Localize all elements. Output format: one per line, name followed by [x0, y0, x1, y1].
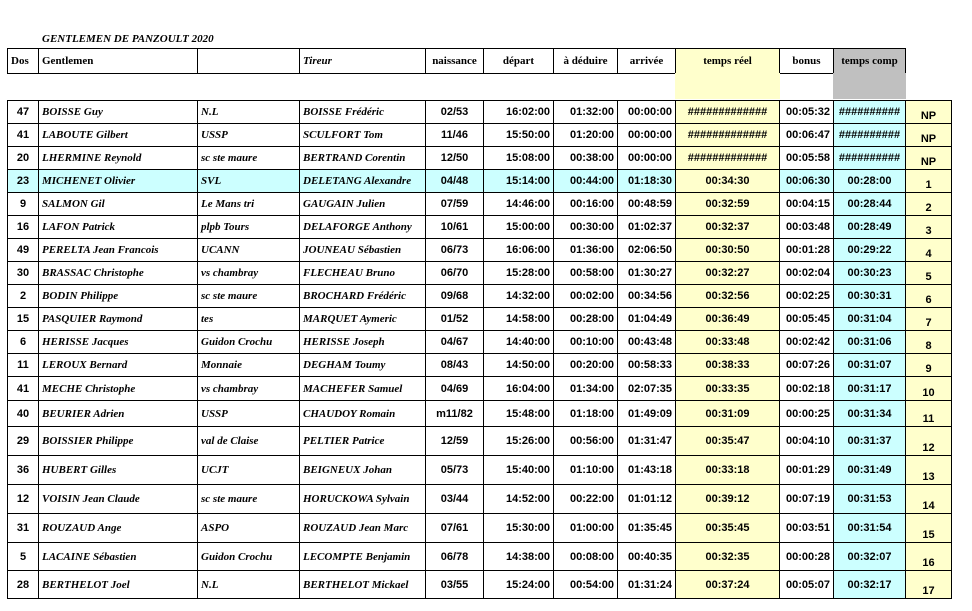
- temps-comp-cell: 00:31:37: [833, 426, 906, 456]
- dos-cell: 11: [7, 353, 39, 377]
- temps-comp-cell: 00:32:07: [833, 542, 906, 571]
- temps-comp-cell: ##########: [833, 146, 906, 170]
- depart-cell: 14:52:00: [483, 484, 554, 514]
- temps-comp-cell: 00:30:31: [833, 284, 906, 308]
- temps-comp-cell: 00:28:44: [833, 192, 906, 216]
- depart-cell: 15:50:00: [483, 123, 554, 147]
- depart-cell: 16:02:00: [483, 100, 554, 124]
- rank-cell: 9: [905, 353, 952, 377]
- tireur-name: JOUNEAU Sébastien: [299, 238, 426, 262]
- gentleman-name: LHERMINE Reynold: [38, 146, 198, 170]
- rank-cell: 10: [905, 376, 952, 401]
- temps-comp-header: temps comp: [833, 48, 906, 74]
- club-name: sc ste maure: [197, 284, 300, 308]
- temps-reel-cell: #############: [675, 123, 780, 147]
- temps-reel-cell: #############: [675, 100, 780, 124]
- gentleman-name: LABOUTE Gilbert: [38, 123, 198, 147]
- temps-comp-cell: 00:31:53: [833, 484, 906, 514]
- temps-reel-cell: 00:38:33: [675, 353, 780, 377]
- bonus-cell: 00:04:15: [779, 192, 834, 216]
- dos-cell: 31: [7, 513, 39, 543]
- rank-cell: 4: [905, 238, 952, 262]
- naissance-cell: 06/73: [425, 238, 484, 262]
- gentleman-name: BODIN Philippe: [38, 284, 198, 308]
- sheet-title: GENTLEMEN DE PANZOULT 2020: [42, 33, 214, 45]
- tireur-name: DELAFORGE Anthony: [299, 215, 426, 239]
- temps-comp-cell: 00:32:17: [833, 570, 906, 599]
- naissance-cell: 07/59: [425, 192, 484, 216]
- deduire-cell: 00:28:00: [553, 307, 618, 331]
- rank-cell: NP: [905, 100, 952, 124]
- tireur-name: BROCHARD Frédéric: [299, 284, 426, 308]
- arrivee-cell: 00:40:35: [617, 542, 676, 571]
- bonus-cell: 00:07:26: [779, 353, 834, 377]
- arrivee-cell: 01:02:37: [617, 215, 676, 239]
- bonus-cell: 00:02:42: [779, 330, 834, 354]
- temps-reel-cell: 00:32:59: [675, 192, 780, 216]
- arrivee-cell: 01:35:45: [617, 513, 676, 543]
- dos-cell: 41: [7, 376, 39, 401]
- rank-cell: 17: [905, 570, 952, 599]
- dos-cell: 49: [7, 238, 39, 262]
- bonus-cell: 00:05:07: [779, 570, 834, 599]
- tireur-name: HORUCKOWA Sylvain: [299, 484, 426, 514]
- dos-cell: 12: [7, 484, 39, 514]
- temps-reel-cell: 00:33:48: [675, 330, 780, 354]
- bonus-cell: 00:01:29: [779, 455, 834, 485]
- gentleman-name: LACAINE Sébastien: [38, 542, 198, 571]
- naissance-cell: 06/70: [425, 261, 484, 285]
- dos-cell: 15: [7, 307, 39, 331]
- deduire-cell: 01:32:00: [553, 100, 618, 124]
- dos-header: Dos: [7, 48, 39, 74]
- temps-comp-cell: 00:30:23: [833, 261, 906, 285]
- dos-cell: 29: [7, 426, 39, 456]
- depart-cell: 15:24:00: [483, 570, 554, 599]
- gentleman-name: BERTHELOT Joel: [38, 570, 198, 599]
- bonus-cell: 00:07:19: [779, 484, 834, 514]
- deduire-cell: 00:16:00: [553, 192, 618, 216]
- deduire-cell: 00:44:00: [553, 169, 618, 193]
- naissance-cell: 04/69: [425, 376, 484, 401]
- arrivee-cell: 01:01:12: [617, 484, 676, 514]
- club-name: USSP: [197, 400, 300, 427]
- club-name: SVL: [197, 169, 300, 193]
- gentleman-name: BRASSAC Christophe: [38, 261, 198, 285]
- naissance-cell: 12/50: [425, 146, 484, 170]
- deduire-cell: 00:20:00: [553, 353, 618, 377]
- depart-cell: 14:40:00: [483, 330, 554, 354]
- temps-comp-cell: 00:31:54: [833, 513, 906, 543]
- depart-cell: 15:08:00: [483, 146, 554, 170]
- bonus-cell: 00:03:51: [779, 513, 834, 543]
- temps-reel-cell: #############: [675, 146, 780, 170]
- deduire-cell: 01:10:00: [553, 455, 618, 485]
- arrivee-cell: 00:48:59: [617, 192, 676, 216]
- naissance-header: naissance: [425, 48, 484, 74]
- club-name: vs chambray: [197, 376, 300, 401]
- club-name: ASPO: [197, 513, 300, 543]
- temps-reel-cell: 00:39:12: [675, 484, 780, 514]
- tireur-name: BEIGNEUX Johan: [299, 455, 426, 485]
- rank-cell: 7: [905, 307, 952, 331]
- arrivee-header: arrivée: [617, 48, 676, 74]
- temps-comp-cell: 00:31:49: [833, 455, 906, 485]
- bonus-header: bonus: [779, 48, 834, 74]
- temps-reel-cell: 00:33:35: [675, 376, 780, 401]
- gentleman-name: PASQUIER Raymond: [38, 307, 198, 331]
- rank-cell: 16: [905, 542, 952, 571]
- tireur-header: Tireur: [299, 48, 426, 74]
- rank-cell: 11: [905, 400, 952, 427]
- temps-reel-cell: 00:35:45: [675, 513, 780, 543]
- deduire-cell: 01:34:00: [553, 376, 618, 401]
- deduire-cell: 00:56:00: [553, 426, 618, 456]
- arrivee-cell: 02:06:50: [617, 238, 676, 262]
- temps-reel-cell: 00:36:49: [675, 307, 780, 331]
- dos-cell: 20: [7, 146, 39, 170]
- tireur-name: MACHEFER Samuel: [299, 376, 426, 401]
- gentleman-name: VOISIN Jean Claude: [38, 484, 198, 514]
- club-name: Monnaie: [197, 353, 300, 377]
- gentleman-name: LEROUX Bernard: [38, 353, 198, 377]
- deduire-cell: 00:08:00: [553, 542, 618, 571]
- deduire-cell: 00:02:00: [553, 284, 618, 308]
- arrivee-cell: 00:58:33: [617, 353, 676, 377]
- rank-cell: 14: [905, 484, 952, 514]
- tireur-name: BOISSE Frédéric: [299, 100, 426, 124]
- temps-reel-cell: 00:32:56: [675, 284, 780, 308]
- dos-cell: 9: [7, 192, 39, 216]
- deduire-cell: 00:58:00: [553, 261, 618, 285]
- depart-cell: 16:06:00: [483, 238, 554, 262]
- gentlemen-header: Gentlemen: [38, 48, 198, 74]
- temps-reel-cell: 00:30:50: [675, 238, 780, 262]
- temps-reel-cell: 00:37:24: [675, 570, 780, 599]
- temps-comp-cell: 00:31:04: [833, 307, 906, 331]
- dos-cell: 28: [7, 570, 39, 599]
- dos-cell: 30: [7, 261, 39, 285]
- bonus-cell: 00:02:25: [779, 284, 834, 308]
- dos-cell: 6: [7, 330, 39, 354]
- temps-reel-cell: 00:32:37: [675, 215, 780, 239]
- dos-cell: 2: [7, 284, 39, 308]
- club-name: USSP: [197, 123, 300, 147]
- club-header: [197, 48, 300, 74]
- deduire-cell: 01:18:00: [553, 400, 618, 427]
- tireur-name: DELETANG Alexandre: [299, 169, 426, 193]
- naissance-cell: 10/61: [425, 215, 484, 239]
- naissance-cell: 08/43: [425, 353, 484, 377]
- club-name: val de Claise: [197, 426, 300, 456]
- depart-cell: 14:38:00: [483, 542, 554, 571]
- dos-cell: 41: [7, 123, 39, 147]
- rank-cell: 6: [905, 284, 952, 308]
- arrivee-cell: 01:43:18: [617, 455, 676, 485]
- tireur-name: BERTRAND Corentin: [299, 146, 426, 170]
- gentleman-name: BEURIER Adrien: [38, 400, 198, 427]
- tireur-name: CHAUDOY Romain: [299, 400, 426, 427]
- naissance-cell: 01/52: [425, 307, 484, 331]
- naissance-cell: 04/67: [425, 330, 484, 354]
- rank-cell: 1: [905, 169, 952, 193]
- arrivee-cell: 00:34:56: [617, 284, 676, 308]
- naissance-cell: 03/44: [425, 484, 484, 514]
- rank-cell: 15: [905, 513, 952, 543]
- depart-cell: 14:46:00: [483, 192, 554, 216]
- temps-comp-cell: ##########: [833, 100, 906, 124]
- bonus-cell: 00:05:32: [779, 100, 834, 124]
- club-name: plpb Tours: [197, 215, 300, 239]
- bonus-cell: 00:06:47: [779, 123, 834, 147]
- depart-cell: 15:14:00: [483, 169, 554, 193]
- dos-cell: 36: [7, 455, 39, 485]
- arrivee-cell: 00:00:00: [617, 123, 676, 147]
- temps-reel-cell: 00:32:27: [675, 261, 780, 285]
- bonus-cell: 00:05:45: [779, 307, 834, 331]
- temps-reel-cell: 00:33:18: [675, 455, 780, 485]
- dos-cell: 5: [7, 542, 39, 571]
- temps-comp-cell: 00:28:49: [833, 215, 906, 239]
- gentleman-name: HERISSE Jacques: [38, 330, 198, 354]
- deduire-cell: 00:30:00: [553, 215, 618, 239]
- club-name: tes: [197, 307, 300, 331]
- naissance-cell: 11/46: [425, 123, 484, 147]
- depart-cell: 14:58:00: [483, 307, 554, 331]
- naissance-cell: 12/59: [425, 426, 484, 456]
- gentleman-name: MICHENET Olivier: [38, 169, 198, 193]
- temps-reel-cell: 00:32:35: [675, 542, 780, 571]
- arrivee-cell: 00:43:48: [617, 330, 676, 354]
- club-name: Guidon Crochu: [197, 542, 300, 571]
- tireur-name: HERISSE Joseph: [299, 330, 426, 354]
- arrivee-cell: 01:31:47: [617, 426, 676, 456]
- club-name: N.L: [197, 570, 300, 599]
- gentleman-name: ROUZAUD Ange: [38, 513, 198, 543]
- temps-comp-cell: 00:31:07: [833, 353, 906, 377]
- rank-cell: 5: [905, 261, 952, 285]
- depart-cell: 15:00:00: [483, 215, 554, 239]
- depart-cell: 15:40:00: [483, 455, 554, 485]
- rank-cell: 3: [905, 215, 952, 239]
- tireur-name: LECOMPTE Benjamin: [299, 542, 426, 571]
- naissance-cell: 03/55: [425, 570, 484, 599]
- rank-cell: 12: [905, 426, 952, 456]
- bonus-cell: 00:00:25: [779, 400, 834, 427]
- dos-cell: 47: [7, 100, 39, 124]
- club-name: N.L: [197, 100, 300, 124]
- dos-cell: 40: [7, 400, 39, 427]
- deduire-cell: 01:20:00: [553, 123, 618, 147]
- temps-reel-header: temps réel: [675, 48, 780, 74]
- tireur-name: DEGHAM Toumy: [299, 353, 426, 377]
- temps-comp-band: [833, 73, 906, 99]
- naissance-cell: 04/48: [425, 169, 484, 193]
- arrivee-cell: 01:31:24: [617, 570, 676, 599]
- temps-reel-cell: 00:34:30: [675, 169, 780, 193]
- deduire-cell: 00:38:00: [553, 146, 618, 170]
- deduire-header: à déduire: [553, 48, 618, 74]
- naissance-cell: 07/61: [425, 513, 484, 543]
- bonus-cell: 00:04:10: [779, 426, 834, 456]
- depart-cell: 15:30:00: [483, 513, 554, 543]
- club-name: UCANN: [197, 238, 300, 262]
- dos-cell: 23: [7, 169, 39, 193]
- gentleman-name: PERELTA Jean Francois: [38, 238, 198, 262]
- depart-cell: 14:32:00: [483, 284, 554, 308]
- rank-cell: NP: [905, 146, 952, 170]
- bonus-cell: 00:03:48: [779, 215, 834, 239]
- club-name: Guidon Crochu: [197, 330, 300, 354]
- deduire-cell: 00:54:00: [553, 570, 618, 599]
- naissance-cell: 09/68: [425, 284, 484, 308]
- club-name: vs chambray: [197, 261, 300, 285]
- depart-cell: 16:04:00: [483, 376, 554, 401]
- tireur-name: SCULFORT Tom: [299, 123, 426, 147]
- temps-comp-cell: ##########: [833, 123, 906, 147]
- gentleman-name: SALMON Gil: [38, 192, 198, 216]
- temps-comp-cell: 00:28:00: [833, 169, 906, 193]
- depart-cell: 15:48:00: [483, 400, 554, 427]
- depart-cell: 15:26:00: [483, 426, 554, 456]
- naissance-cell: 02/53: [425, 100, 484, 124]
- tireur-name: BERTHELOT Mickael: [299, 570, 426, 599]
- club-name: sc ste maure: [197, 484, 300, 514]
- club-name: sc ste maure: [197, 146, 300, 170]
- gentleman-name: LAFON Patrick: [38, 215, 198, 239]
- arrivee-cell: 01:04:49: [617, 307, 676, 331]
- arrivee-cell: 01:30:27: [617, 261, 676, 285]
- rank-cell: NP: [905, 123, 952, 147]
- dos-cell: 16: [7, 215, 39, 239]
- rank-cell: 2: [905, 192, 952, 216]
- club-name: UCJT: [197, 455, 300, 485]
- temps-reel-cell: 00:31:09: [675, 400, 780, 427]
- club-name: Le Mans tri: [197, 192, 300, 216]
- naissance-cell: 05/73: [425, 455, 484, 485]
- bonus-cell: 00:05:58: [779, 146, 834, 170]
- arrivee-cell: 01:49:09: [617, 400, 676, 427]
- temps-comp-cell: 00:29:22: [833, 238, 906, 262]
- bonus-cell: 00:06:30: [779, 169, 834, 193]
- temps-comp-cell: 00:31:34: [833, 400, 906, 427]
- rank-cell: 8: [905, 330, 952, 354]
- depart-header: départ: [483, 48, 554, 74]
- gentleman-name: HUBERT Gilles: [38, 455, 198, 485]
- arrivee-cell: 00:00:00: [617, 100, 676, 124]
- naissance-cell: 06/78: [425, 542, 484, 571]
- tireur-name: MARQUET Aymeric: [299, 307, 426, 331]
- naissance-cell: m11/82: [425, 400, 484, 427]
- depart-cell: 15:28:00: [483, 261, 554, 285]
- bonus-cell: 00:01:28: [779, 238, 834, 262]
- rank-cell: 13: [905, 455, 952, 485]
- arrivee-cell: 00:00:00: [617, 146, 676, 170]
- arrivee-cell: 01:18:30: [617, 169, 676, 193]
- depart-cell: 14:50:00: [483, 353, 554, 377]
- gentleman-name: MECHE Christophe: [38, 376, 198, 401]
- bonus-cell: 00:02:04: [779, 261, 834, 285]
- temps-comp-cell: 00:31:06: [833, 330, 906, 354]
- tireur-name: PELTIER Patrice: [299, 426, 426, 456]
- gentleman-name: BOISSE Guy: [38, 100, 198, 124]
- temps-comp-cell: 00:31:17: [833, 376, 906, 401]
- deduire-cell: 00:10:00: [553, 330, 618, 354]
- bonus-cell: 00:00:28: [779, 542, 834, 571]
- gentleman-name: BOISSIER Philippe: [38, 426, 198, 456]
- temps-reel-band: [675, 73, 780, 99]
- deduire-cell: 01:36:00: [553, 238, 618, 262]
- tireur-name: GAUGAIN Julien: [299, 192, 426, 216]
- tireur-name: ROUZAUD Jean Marc: [299, 513, 426, 543]
- arrivee-cell: 02:07:35: [617, 376, 676, 401]
- temps-reel-cell: 00:35:47: [675, 426, 780, 456]
- tireur-name: FLECHEAU Bruno: [299, 261, 426, 285]
- deduire-cell: 01:00:00: [553, 513, 618, 543]
- bonus-cell: 00:02:18: [779, 376, 834, 401]
- deduire-cell: 00:22:00: [553, 484, 618, 514]
